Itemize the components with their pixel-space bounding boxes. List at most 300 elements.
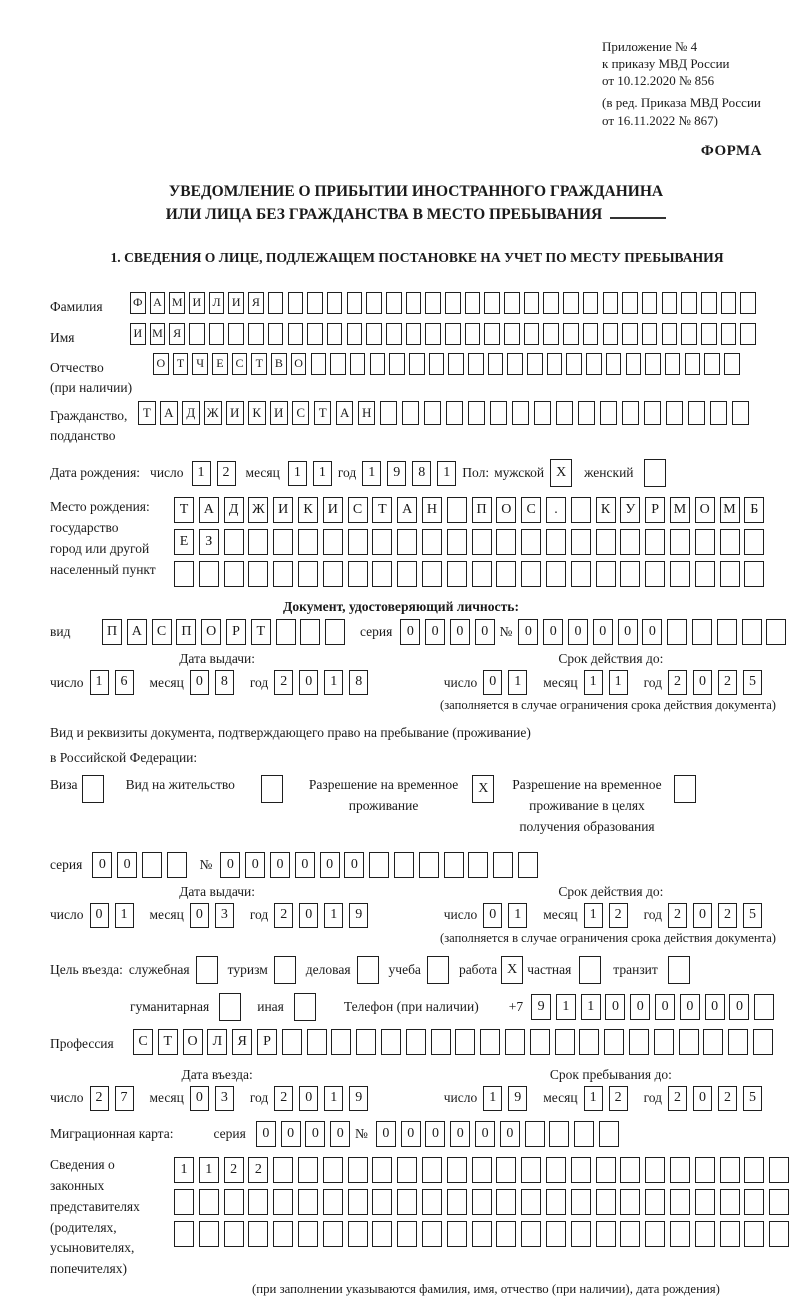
char-cell[interactable] [276, 619, 296, 645]
char-cell[interactable]: 9 [387, 461, 406, 486]
char-cell[interactable] [389, 353, 405, 375]
char-cell[interactable] [447, 1157, 467, 1183]
char-cell[interactable] [606, 353, 622, 375]
char-cell[interactable]: 1 [556, 994, 576, 1020]
char-cell[interactable]: 0 [450, 1121, 470, 1147]
char-cell[interactable] [599, 1121, 619, 1147]
char-cell[interactable]: В [271, 353, 287, 375]
char-cell[interactable] [348, 1221, 368, 1247]
char-cell[interactable]: 0 [630, 994, 650, 1020]
char-cell[interactable]: А [336, 401, 354, 425]
char-cell[interactable] [740, 323, 756, 345]
char-cell[interactable] [394, 852, 414, 878]
char-cell[interactable] [174, 1221, 194, 1247]
char-cell[interactable] [679, 1029, 699, 1055]
char-cell[interactable] [406, 292, 422, 314]
char-cell[interactable]: 0 [344, 852, 364, 878]
char-cell[interactable]: М [169, 292, 185, 314]
char-cell[interactable] [645, 1189, 665, 1215]
char-cell[interactable] [224, 529, 244, 555]
char-cell[interactable] [397, 1189, 417, 1215]
char-cell[interactable]: К [596, 497, 616, 523]
char-cell[interactable] [704, 353, 720, 375]
char-cell[interactable] [268, 323, 284, 345]
sex-male-checkbox[interactable]: X [550, 459, 572, 487]
char-cell[interactable] [496, 1157, 516, 1183]
char-cell[interactable]: 2 [609, 1086, 628, 1111]
char-cell[interactable] [419, 852, 439, 878]
char-cell[interactable]: 0 [245, 852, 265, 878]
char-cell[interactable]: С [348, 497, 368, 523]
char-cell[interactable]: 2 [217, 461, 236, 486]
char-cell[interactable]: И [226, 401, 244, 425]
char-cell[interactable]: С [152, 619, 172, 645]
char-cell[interactable]: 1 [288, 461, 307, 486]
char-cell[interactable] [323, 1221, 343, 1247]
char-cell[interactable]: 0 [305, 1121, 325, 1147]
char-cell[interactable] [604, 1029, 624, 1055]
char-cell[interactable]: О [291, 353, 307, 375]
char-cell[interactable] [472, 1157, 492, 1183]
char-cell[interactable] [571, 497, 591, 523]
char-cell[interactable] [445, 292, 461, 314]
char-cell[interactable] [720, 561, 740, 587]
char-cell[interactable]: О [496, 497, 516, 523]
char-cell[interactable]: 0 [483, 903, 502, 928]
char-cell[interactable] [505, 1029, 525, 1055]
purpose-tourism-checkbox[interactable] [274, 956, 296, 984]
char-cell[interactable] [620, 1221, 640, 1247]
visa-checkbox[interactable] [82, 775, 104, 803]
char-cell[interactable] [622, 292, 638, 314]
char-cell[interactable] [381, 1029, 401, 1055]
char-cell[interactable]: 1 [362, 461, 381, 486]
char-cell[interactable] [769, 1189, 789, 1215]
char-cell[interactable] [645, 1221, 665, 1247]
char-cell[interactable] [720, 1189, 740, 1215]
char-cell[interactable] [350, 353, 366, 375]
char-cell[interactable] [596, 1189, 616, 1215]
char-cell[interactable] [323, 561, 343, 587]
char-cell[interactable] [549, 1121, 569, 1147]
char-cell[interactable] [490, 401, 508, 425]
purpose-work-checkbox[interactable]: X [501, 956, 523, 984]
char-cell[interactable] [546, 561, 566, 587]
char-cell[interactable] [695, 529, 715, 555]
char-cell[interactable] [307, 1029, 327, 1055]
char-cell[interactable] [372, 1221, 392, 1247]
char-cell[interactable]: 0 [270, 852, 290, 878]
char-cell[interactable]: 2 [90, 1086, 109, 1111]
char-cell[interactable] [447, 497, 467, 523]
char-cell[interactable] [547, 353, 563, 375]
char-cell[interactable]: Р [226, 619, 246, 645]
char-cell[interactable]: 0 [320, 852, 340, 878]
char-cell[interactable] [732, 401, 750, 425]
char-cell[interactable]: 2 [718, 903, 737, 928]
char-cell[interactable]: 0 [425, 1121, 445, 1147]
char-cell[interactable] [645, 1157, 665, 1183]
char-cell[interactable] [468, 852, 488, 878]
char-cell[interactable]: З [199, 529, 219, 555]
residence-permit-checkbox[interactable] [261, 775, 283, 803]
char-cell[interactable] [571, 1221, 591, 1247]
char-cell[interactable]: С [292, 401, 310, 425]
char-cell[interactable]: Л [207, 1029, 227, 1055]
char-cell[interactable]: О [183, 1029, 203, 1055]
char-cell[interactable]: Ч [192, 353, 208, 375]
char-cell[interactable]: 0 [705, 994, 725, 1020]
char-cell[interactable]: 0 [281, 1121, 301, 1147]
char-cell[interactable]: 5 [743, 670, 762, 695]
char-cell[interactable]: С [232, 353, 248, 375]
char-cell[interactable] [402, 401, 420, 425]
char-cell[interactable]: 2 [718, 1086, 737, 1111]
char-cell[interactable] [323, 529, 343, 555]
char-cell[interactable] [199, 1221, 219, 1247]
char-cell[interactable] [518, 852, 538, 878]
char-cell[interactable] [307, 323, 323, 345]
char-cell[interactable] [666, 401, 684, 425]
char-cell[interactable]: 0 [92, 852, 112, 878]
char-cell[interactable]: 1 [115, 903, 134, 928]
char-cell[interactable] [369, 852, 389, 878]
char-cell[interactable] [728, 1029, 748, 1055]
char-cell[interactable] [546, 1157, 566, 1183]
char-cell[interactable]: 1 [324, 670, 343, 695]
char-cell[interactable] [521, 1189, 541, 1215]
char-cell[interactable]: 0 [693, 670, 712, 695]
char-cell[interactable]: 0 [518, 619, 538, 645]
char-cell[interactable]: 0 [376, 1121, 396, 1147]
char-cell[interactable] [769, 1221, 789, 1247]
char-cell[interactable]: И [228, 292, 244, 314]
char-cell[interactable] [248, 561, 268, 587]
char-cell[interactable] [530, 1029, 550, 1055]
char-cell[interactable] [645, 353, 661, 375]
char-cell[interactable] [199, 1189, 219, 1215]
char-cell[interactable]: О [153, 353, 169, 375]
char-cell[interactable] [546, 529, 566, 555]
char-cell[interactable]: 9 [349, 903, 368, 928]
char-cell[interactable] [422, 561, 442, 587]
char-cell[interactable]: Д [224, 497, 244, 523]
char-cell[interactable] [688, 401, 706, 425]
char-cell[interactable] [298, 561, 318, 587]
char-cell[interactable] [307, 292, 323, 314]
char-cell[interactable] [167, 852, 187, 878]
char-cell[interactable]: 9 [508, 1086, 527, 1111]
char-cell[interactable]: 2 [668, 903, 687, 928]
char-cell[interactable]: 8 [215, 670, 234, 695]
char-cell[interactable] [525, 1121, 545, 1147]
char-cell[interactable]: 0 [693, 903, 712, 928]
char-cell[interactable]: 2 [609, 903, 628, 928]
char-cell[interactable]: 3 [215, 1086, 234, 1111]
char-cell[interactable] [496, 1189, 516, 1215]
char-cell[interactable]: Л [209, 292, 225, 314]
char-cell[interactable]: 1 [174, 1157, 194, 1183]
char-cell[interactable] [455, 1029, 475, 1055]
char-cell[interactable] [642, 292, 658, 314]
char-cell[interactable]: 0 [220, 852, 240, 878]
char-cell[interactable]: Т [158, 1029, 178, 1055]
char-cell[interactable] [228, 323, 244, 345]
char-cell[interactable] [753, 1029, 773, 1055]
char-cell[interactable] [670, 1189, 690, 1215]
char-cell[interactable] [386, 323, 402, 345]
char-cell[interactable] [586, 353, 602, 375]
char-cell[interactable]: Т [251, 619, 271, 645]
char-cell[interactable]: К [298, 497, 318, 523]
char-cell[interactable] [662, 292, 678, 314]
char-cell[interactable] [298, 529, 318, 555]
char-cell[interactable]: 0 [190, 1086, 209, 1111]
char-cell[interactable] [574, 1121, 594, 1147]
char-cell[interactable] [209, 323, 225, 345]
char-cell[interactable] [224, 1221, 244, 1247]
char-cell[interactable] [579, 1029, 599, 1055]
char-cell[interactable]: К [248, 401, 266, 425]
char-cell[interactable] [578, 401, 596, 425]
char-cell[interactable]: Р [257, 1029, 277, 1055]
char-cell[interactable] [720, 1157, 740, 1183]
char-cell[interactable] [603, 323, 619, 345]
purpose-transit-checkbox[interactable] [668, 956, 690, 984]
char-cell[interactable]: 2 [274, 903, 293, 928]
char-cell[interactable] [273, 1221, 293, 1247]
char-cell[interactable] [447, 1221, 467, 1247]
char-cell[interactable] [448, 353, 464, 375]
char-cell[interactable]: 0 [299, 670, 318, 695]
char-cell[interactable] [397, 561, 417, 587]
char-cell[interactable]: 1 [192, 461, 211, 486]
char-cell[interactable]: 1 [313, 461, 332, 486]
char-cell[interactable] [199, 561, 219, 587]
char-cell[interactable] [323, 1189, 343, 1215]
char-cell[interactable] [524, 292, 540, 314]
char-cell[interactable]: И [323, 497, 343, 523]
char-cell[interactable]: 5 [743, 903, 762, 928]
char-cell[interactable]: М [720, 497, 740, 523]
char-cell[interactable]: Я [248, 292, 264, 314]
char-cell[interactable] [248, 1189, 268, 1215]
char-cell[interactable] [546, 1189, 566, 1215]
char-cell[interactable] [366, 292, 382, 314]
char-cell[interactable]: О [695, 497, 715, 523]
purpose-commercial-checkbox[interactable] [357, 956, 379, 984]
char-cell[interactable] [472, 1189, 492, 1215]
char-cell[interactable] [626, 353, 642, 375]
char-cell[interactable] [397, 1157, 417, 1183]
char-cell[interactable] [645, 561, 665, 587]
char-cell[interactable]: 8 [349, 670, 368, 695]
char-cell[interactable] [744, 1157, 764, 1183]
char-cell[interactable] [397, 1221, 417, 1247]
char-cell[interactable] [298, 1157, 318, 1183]
char-cell[interactable] [744, 1221, 764, 1247]
char-cell[interactable] [327, 292, 343, 314]
char-cell[interactable]: П [472, 497, 492, 523]
char-cell[interactable] [444, 852, 464, 878]
char-cell[interactable]: 0 [475, 1121, 495, 1147]
char-cell[interactable] [446, 401, 464, 425]
char-cell[interactable]: Ж [248, 497, 268, 523]
char-cell[interactable] [348, 1157, 368, 1183]
char-cell[interactable] [409, 353, 425, 375]
char-cell[interactable] [710, 401, 728, 425]
char-cell[interactable]: А [150, 292, 166, 314]
purpose-study-checkbox[interactable] [427, 956, 449, 984]
char-cell[interactable] [488, 353, 504, 375]
char-cell[interactable] [282, 1029, 302, 1055]
char-cell[interactable] [348, 561, 368, 587]
char-cell[interactable] [298, 1189, 318, 1215]
char-cell[interactable]: Т [173, 353, 189, 375]
char-cell[interactable] [248, 1221, 268, 1247]
char-cell[interactable]: Т [314, 401, 332, 425]
char-cell[interactable]: 1 [584, 670, 603, 695]
char-cell[interactable]: 1 [90, 670, 109, 695]
char-cell[interactable] [465, 292, 481, 314]
char-cell[interactable]: А [397, 497, 417, 523]
char-cell[interactable] [380, 401, 398, 425]
char-cell[interactable] [397, 529, 417, 555]
char-cell[interactable] [248, 529, 268, 555]
char-cell[interactable]: Т [372, 497, 392, 523]
char-cell[interactable] [370, 353, 386, 375]
char-cell[interactable]: 0 [400, 619, 420, 645]
char-cell[interactable]: 1 [483, 1086, 502, 1111]
char-cell[interactable] [571, 1157, 591, 1183]
char-cell[interactable]: 0 [475, 619, 495, 645]
char-cell[interactable]: М [670, 497, 690, 523]
char-cell[interactable] [670, 561, 690, 587]
char-cell[interactable] [429, 353, 445, 375]
char-cell[interactable] [298, 1221, 318, 1247]
char-cell[interactable] [695, 1157, 715, 1183]
char-cell[interactable] [665, 353, 681, 375]
char-cell[interactable]: 2 [668, 1086, 687, 1111]
char-cell[interactable] [583, 292, 599, 314]
char-cell[interactable]: Я [232, 1029, 252, 1055]
char-cell[interactable]: 0 [729, 994, 749, 1020]
char-cell[interactable] [493, 852, 513, 878]
char-cell[interactable]: 0 [295, 852, 315, 878]
char-cell[interactable]: 0 [450, 619, 470, 645]
char-cell[interactable]: 0 [330, 1121, 350, 1147]
char-cell[interactable] [347, 292, 363, 314]
char-cell[interactable]: Т [251, 353, 267, 375]
char-cell[interactable] [596, 1221, 616, 1247]
char-cell[interactable] [484, 323, 500, 345]
purpose-private-checkbox[interactable] [579, 956, 601, 984]
char-cell[interactable]: 0 [593, 619, 613, 645]
char-cell[interactable]: Н [422, 497, 442, 523]
char-cell[interactable] [356, 1029, 376, 1055]
char-cell[interactable]: 3 [215, 903, 234, 928]
char-cell[interactable] [524, 323, 540, 345]
char-cell[interactable]: 1 [437, 461, 456, 486]
char-cell[interactable] [521, 1157, 541, 1183]
char-cell[interactable] [330, 353, 346, 375]
char-cell[interactable] [496, 1221, 516, 1247]
char-cell[interactable] [571, 529, 591, 555]
char-cell[interactable]: 0 [680, 994, 700, 1020]
char-cell[interactable] [472, 529, 492, 555]
char-cell[interactable] [596, 1157, 616, 1183]
char-cell[interactable] [670, 1157, 690, 1183]
char-cell[interactable]: 1 [199, 1157, 219, 1183]
char-cell[interactable] [717, 619, 737, 645]
char-cell[interactable]: 2 [248, 1157, 268, 1183]
char-cell[interactable] [701, 292, 717, 314]
char-cell[interactable] [703, 1029, 723, 1055]
char-cell[interactable] [644, 401, 662, 425]
char-cell[interactable]: 0 [642, 619, 662, 645]
char-cell[interactable] [600, 401, 618, 425]
char-cell[interactable]: Т [138, 401, 156, 425]
char-cell[interactable] [620, 1189, 640, 1215]
char-cell[interactable] [174, 1189, 194, 1215]
char-cell[interactable] [422, 1189, 442, 1215]
char-cell[interactable] [556, 401, 574, 425]
char-cell[interactable]: 0 [190, 903, 209, 928]
char-cell[interactable]: Р [645, 497, 665, 523]
char-cell[interactable]: 0 [618, 619, 638, 645]
char-cell[interactable] [685, 353, 701, 375]
char-cell[interactable] [273, 1189, 293, 1215]
char-cell[interactable] [372, 561, 392, 587]
char-cell[interactable] [142, 852, 162, 878]
char-cell[interactable] [325, 619, 345, 645]
char-cell[interactable]: Я [169, 323, 185, 345]
char-cell[interactable]: 1 [324, 903, 343, 928]
char-cell[interactable] [224, 1189, 244, 1215]
char-cell[interactable] [372, 1157, 392, 1183]
char-cell[interactable] [465, 323, 481, 345]
char-cell[interactable]: 1 [324, 1086, 343, 1111]
char-cell[interactable] [406, 323, 422, 345]
sex-female-checkbox[interactable] [644, 459, 666, 487]
char-cell[interactable] [622, 323, 638, 345]
char-cell[interactable]: 0 [256, 1121, 276, 1147]
char-cell[interactable] [681, 323, 697, 345]
char-cell[interactable]: Б [744, 497, 764, 523]
char-cell[interactable] [311, 353, 327, 375]
char-cell[interactable] [348, 529, 368, 555]
char-cell[interactable] [431, 1029, 451, 1055]
char-cell[interactable] [724, 353, 740, 375]
char-cell[interactable] [422, 529, 442, 555]
char-cell[interactable]: 0 [483, 670, 502, 695]
char-cell[interactable] [472, 1221, 492, 1247]
char-cell[interactable] [583, 323, 599, 345]
char-cell[interactable] [366, 323, 382, 345]
char-cell[interactable] [468, 401, 486, 425]
char-cell[interactable]: 0 [190, 670, 209, 695]
char-cell[interactable] [447, 561, 467, 587]
char-cell[interactable]: 7 [115, 1086, 134, 1111]
char-cell[interactable] [468, 353, 484, 375]
char-cell[interactable] [740, 292, 756, 314]
purpose-humanitarian-checkbox[interactable] [219, 993, 241, 1021]
char-cell[interactable] [596, 561, 616, 587]
char-cell[interactable]: 5 [743, 1086, 762, 1111]
char-cell[interactable] [288, 292, 304, 314]
char-cell[interactable] [566, 353, 582, 375]
char-cell[interactable] [224, 561, 244, 587]
